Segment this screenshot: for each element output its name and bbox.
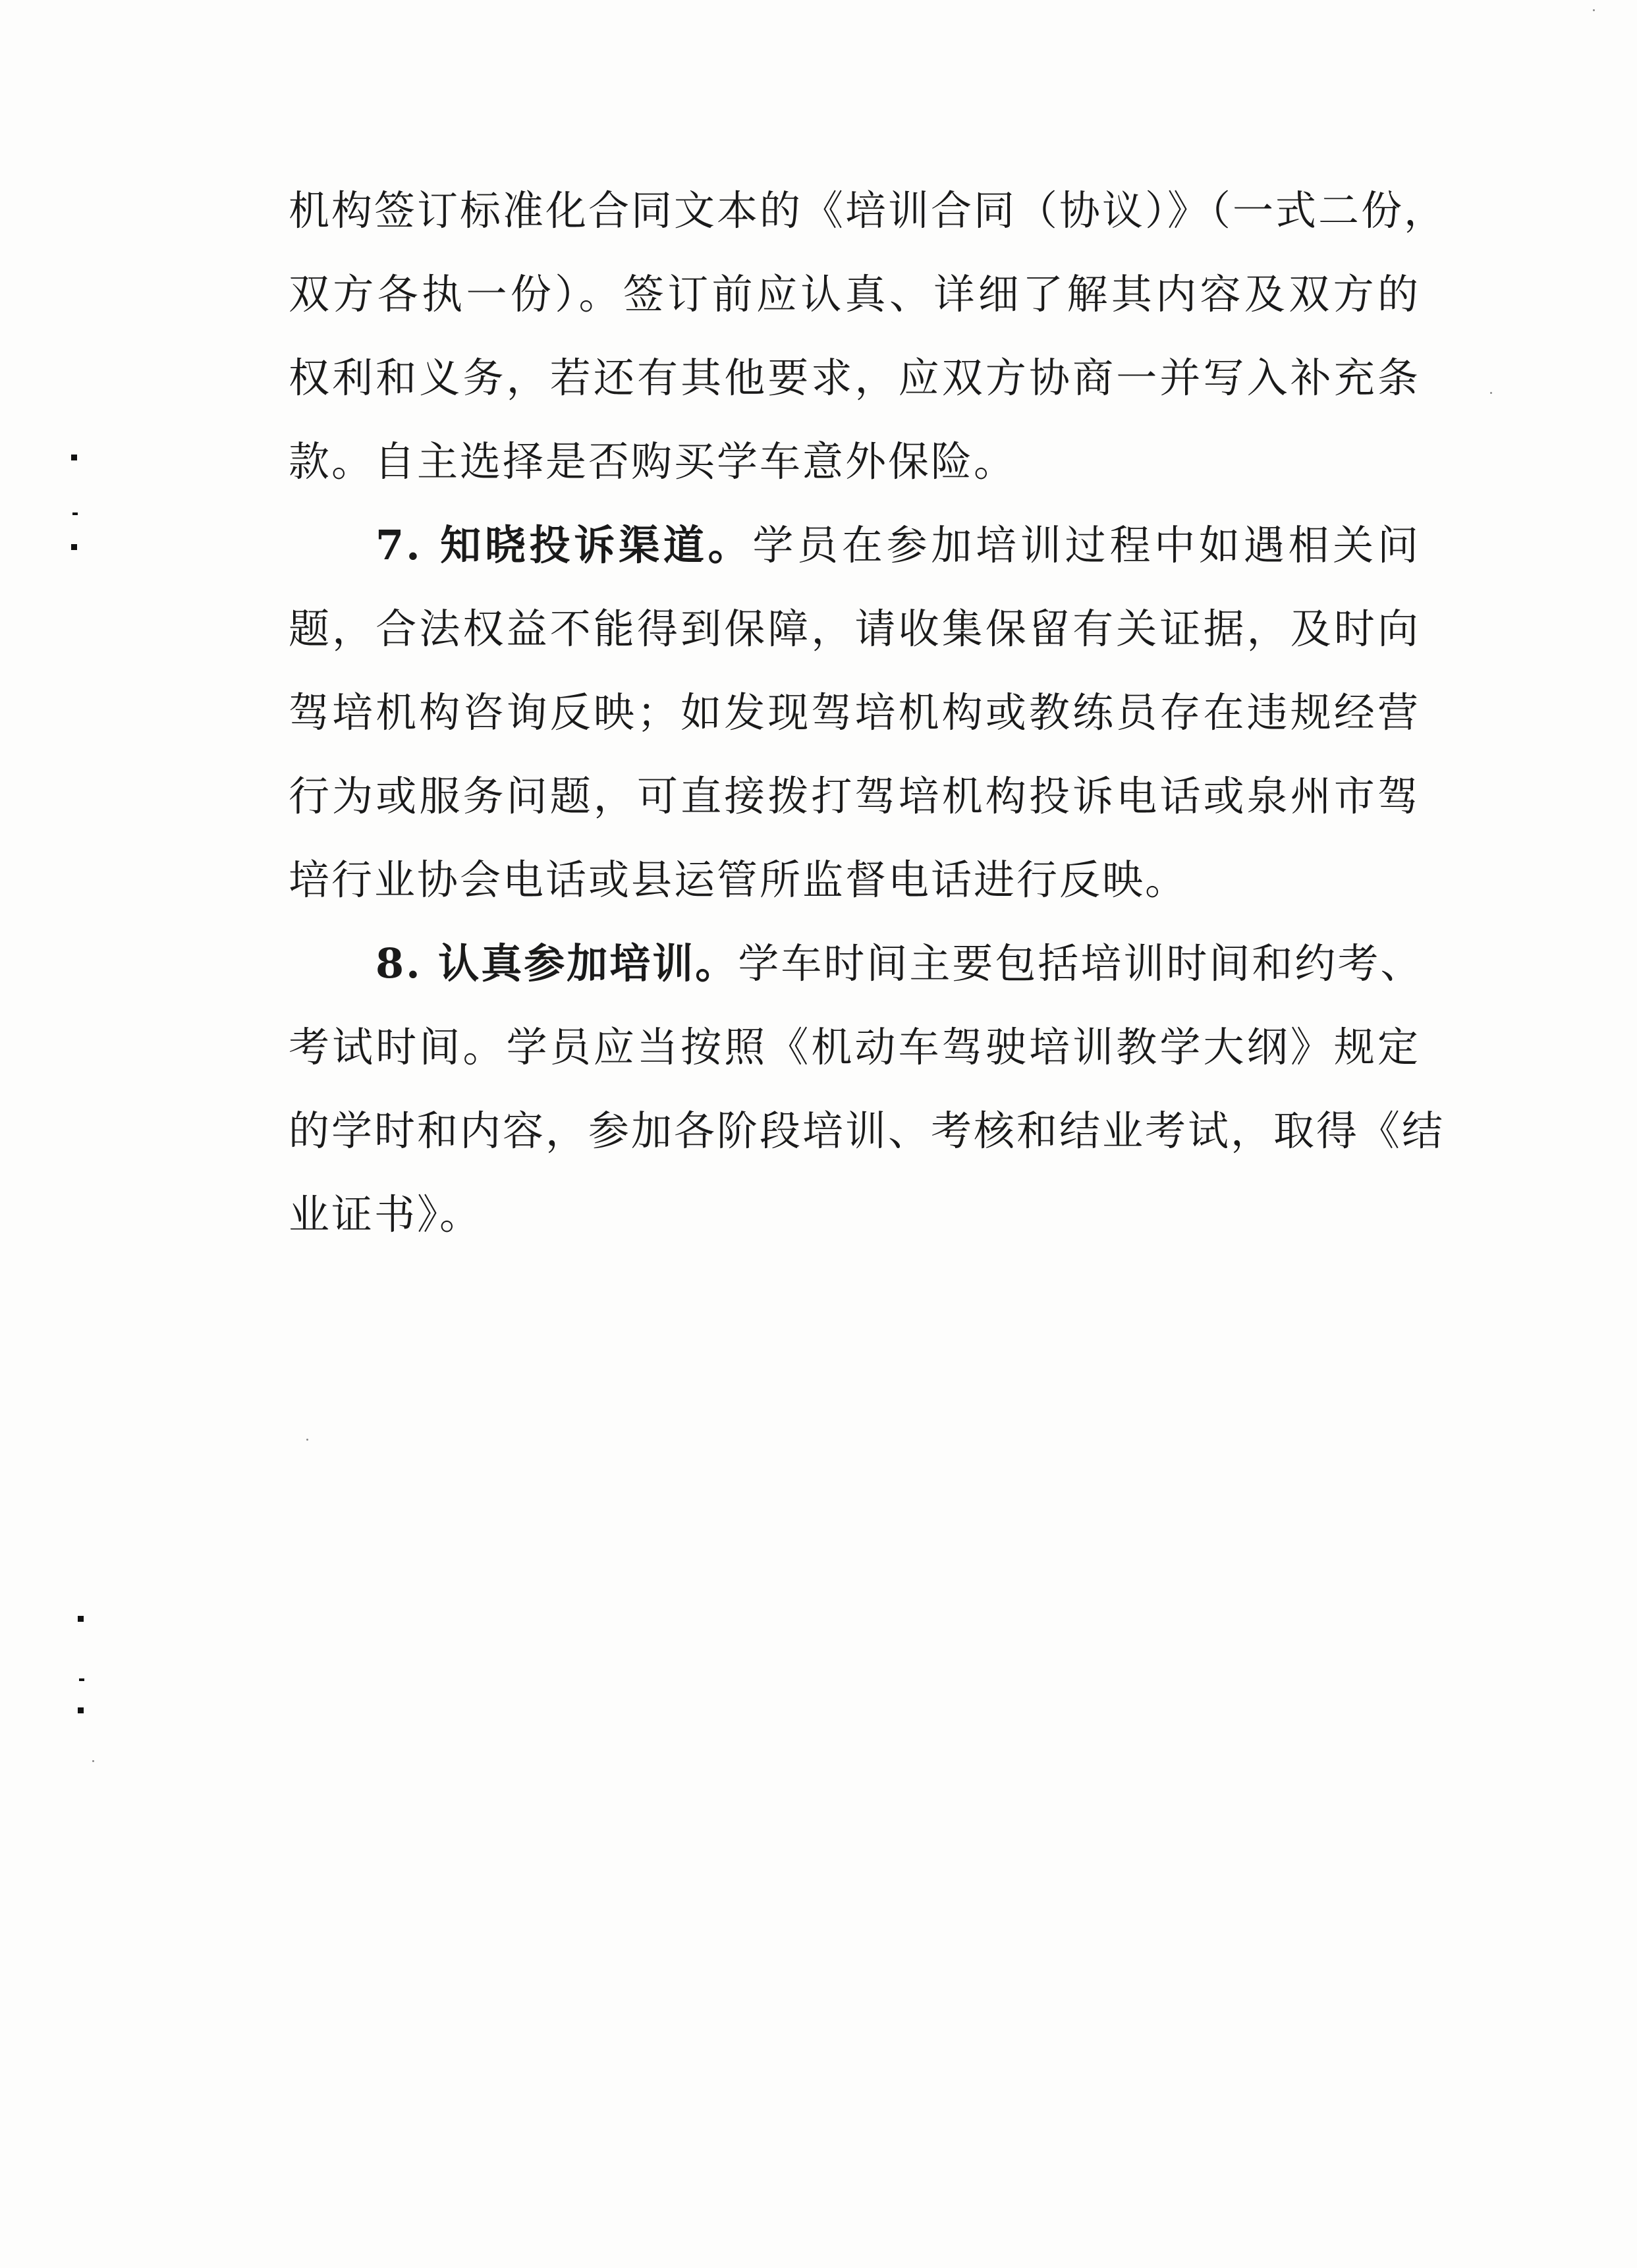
section-7-text: 学员在参加培训过程中如遇相关问 xyxy=(752,521,1420,569)
section-8-text: 学车时间主要包括培训时间和约考、 xyxy=(738,939,1424,987)
binding-mark xyxy=(71,455,77,460)
text-line: 权利和义务，若还有其他要求，应双方协商一并写入补充条 xyxy=(289,354,1420,402)
scan-speck xyxy=(92,1760,94,1762)
section-8-heading: 8. 认真参加培训。 xyxy=(375,939,738,987)
text-line: 双方各执一份）。签订前应认真、详细了解其内容及双方的 xyxy=(289,270,1420,318)
section-7-heading: 7. 知晓投诉渠道。 xyxy=(375,521,753,569)
section-7-first-line xyxy=(375,512,1420,578)
text-line: 机构签订标准化合同文本的《培训合同（协议）》（一式二份， xyxy=(289,186,1447,235)
text-line: 题，合法权益不能得到保障，请收集保留有关证据，及时向 xyxy=(289,605,1420,653)
binding-mark xyxy=(78,1616,84,1622)
text-line: 培行业协会电话或县运管所监督电话进行反映。 xyxy=(289,856,1188,904)
binding-mark xyxy=(72,512,78,515)
text-line: 业证书》。 xyxy=(289,1190,483,1238)
binding-mark xyxy=(79,1678,84,1681)
text-line: 款。自主选择是否购买学车意外保险。 xyxy=(289,437,1017,485)
scan-speck xyxy=(306,1439,308,1441)
binding-mark xyxy=(71,544,77,550)
text-line: 考试时间。学员应当按照《机动车驾驶培训教学大纲》规定 xyxy=(289,1023,1420,1071)
scan-speck xyxy=(1490,392,1492,394)
scan-speck xyxy=(1593,9,1595,11)
text-line: 的学时和内容，参加各阶段培训、考核和结业考试，取得《结 xyxy=(289,1107,1445,1155)
text-line: 驾培机构咨询反映；如发现驾培机构或教练员存在违规经营 xyxy=(289,688,1420,736)
section-8-first-line xyxy=(375,931,1424,997)
binding-mark xyxy=(78,1707,84,1713)
text-line: 行为或服务问题，可直接拨打驾培机构投诉电话或泉州市驾 xyxy=(289,772,1420,820)
